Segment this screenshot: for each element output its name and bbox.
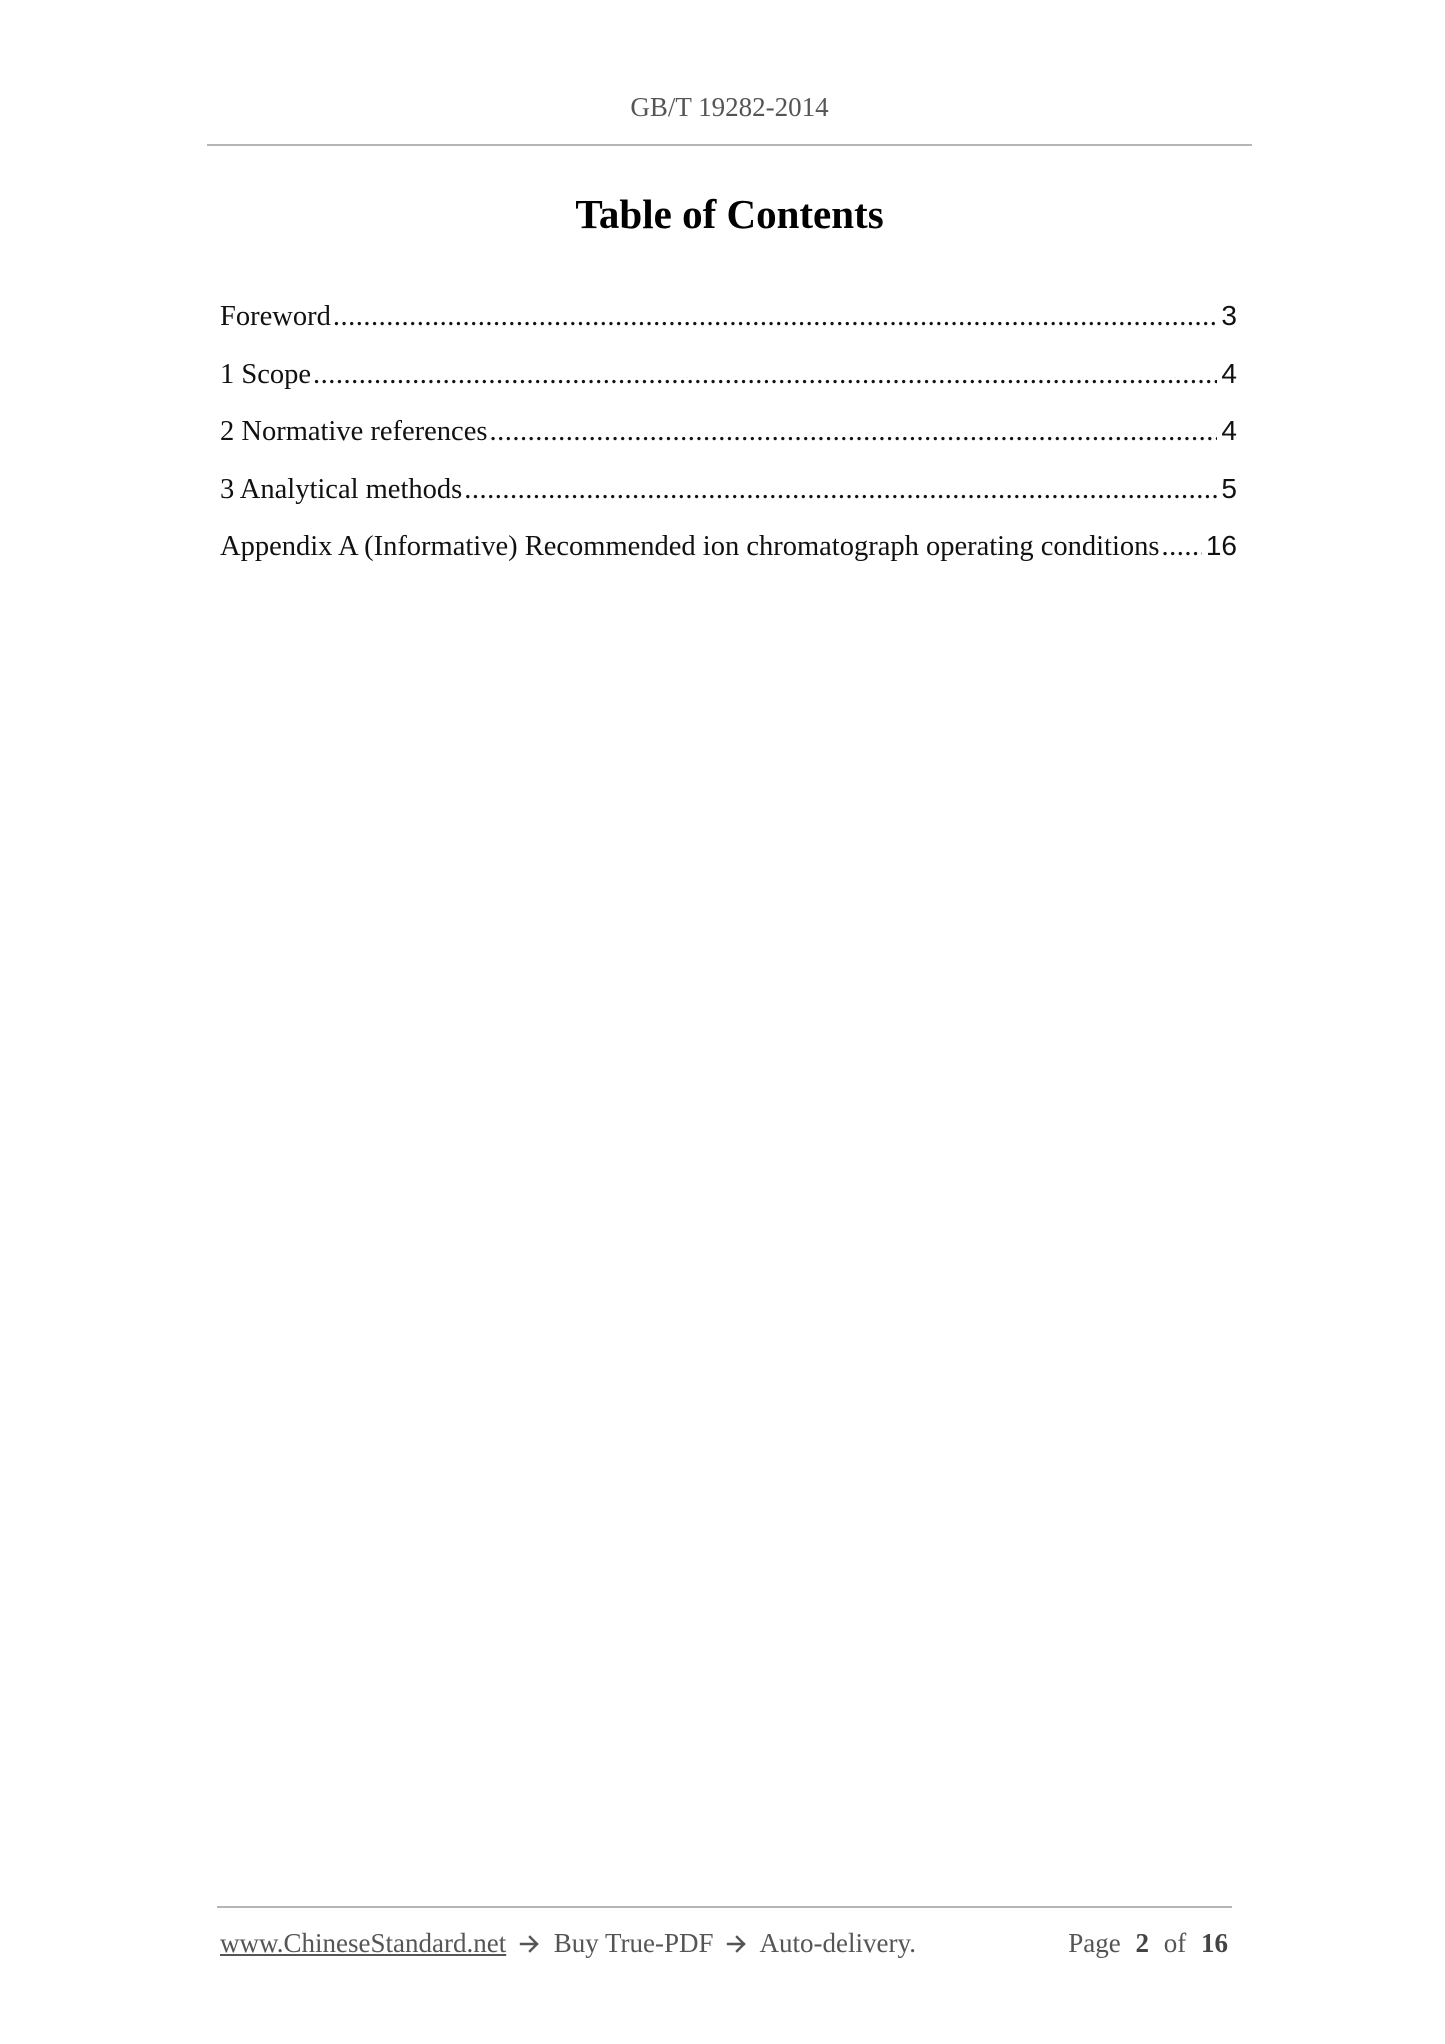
toc-entry-analytical-methods[interactable] [220,473,1237,531]
page-counter [1068,1928,1228,1959]
toc-dot-leader [464,474,1217,506]
buy-true-pdf-text: Buy True-PDF [553,1928,714,1958]
toc-entry-label: Appendix A (Informative) Recommended ion chromatograph operating conditions [220,531,1160,562]
of-label: of [1163,1928,1187,1958]
toc-dot-leader [1161,531,1201,563]
toc-dot-leader [489,416,1217,448]
arrow-right-icon [519,1934,541,1954]
header-divider [207,144,1252,146]
auto-delivery-text: Auto-delivery. [759,1928,916,1958]
toc-entry-page: 4 [1221,357,1237,389]
toc-entry-page: 5 [1221,472,1237,504]
toc-dot-leader [313,359,1217,391]
toc-entry-scope[interactable] [220,358,1237,416]
toc-entry-label: 2 Normative references [220,416,488,447]
running-header: GB/T 19282-2014 [630,92,829,122]
toc-entry-page: 4 [1221,415,1237,446]
current-page-number: 2 [1135,1928,1149,1958]
toc-dot-leader [333,301,1218,333]
toc-entry-appendix-a[interactable] [220,530,1237,588]
toc-list [220,300,1237,588]
toc-entry-page: 16 [1205,530,1237,561]
page-label: Page [1068,1928,1121,1958]
footer-divider [217,1906,1232,1908]
toc-entry-foreword[interactable] [220,300,1237,358]
total-pages-number: 16 [1201,1928,1228,1958]
toc-entry-normative-references[interactable] [220,415,1237,473]
toc-entry-label: Foreword [220,301,331,332]
footer-promo [220,1928,916,1959]
toc-entry-label: 3 Analytical methods [220,473,463,505]
toc-title: Table of Contents [575,191,884,237]
site-link[interactable]: www.ChineseStandard.net [220,1928,507,1958]
toc-entry-label: 1 Scope [220,358,312,390]
toc-entry-page: 3 [1221,300,1237,331]
arrow-right-icon [726,1934,748,1954]
